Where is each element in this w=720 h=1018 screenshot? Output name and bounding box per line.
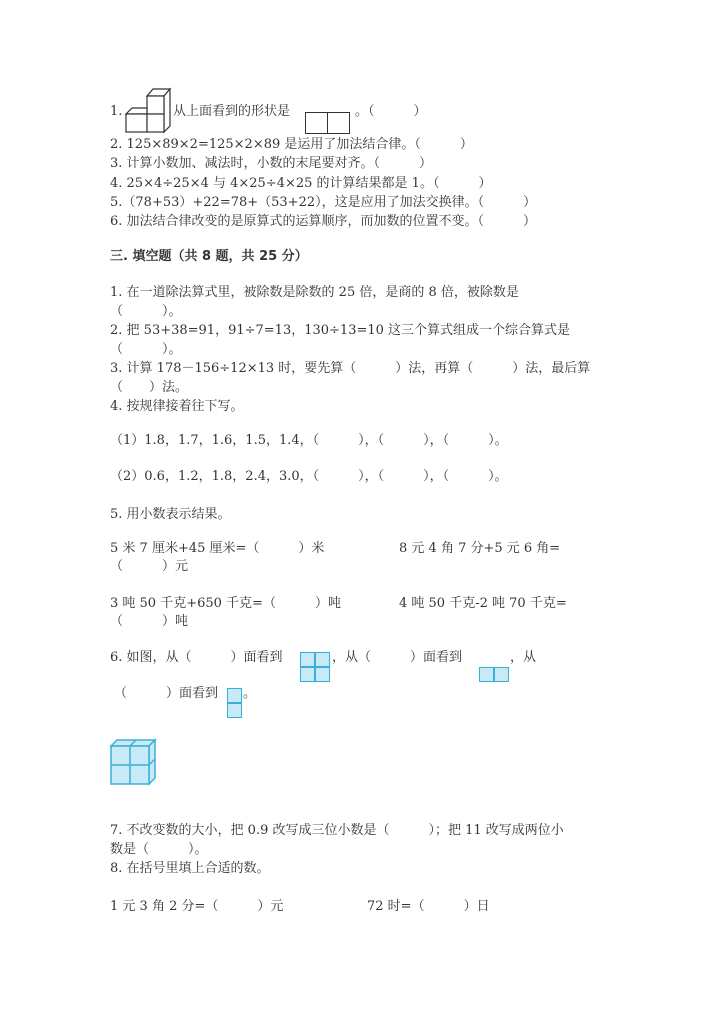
fill-q5-b-blank: （ ）元 [110, 559, 189, 574]
fill-q3: 3. 计算 178－156÷12×13 时，要先算（ ）法，再算（ ）法，最后算 [110, 361, 591, 376]
fill-q1: 1. 在一道除法算式里，被除数是除数的 25 倍，是商的 8 倍，被除数是 [110, 285, 519, 300]
judge-q1-text: 从上面看到的形状是 [173, 104, 291, 119]
fill-q5-b: 8 元 4 角 7 分+5 元 6 角= [399, 541, 561, 556]
fill-q8: 8. 在括号里填上合适的数。 [110, 861, 270, 876]
judge-q2: 2. 125×89×2=125×2×89 是运用了加法结合律。（ ） [110, 137, 473, 152]
fill-q6-b: ，从（ ）面看到 [332, 650, 463, 665]
fill-q7-cont: 数是（ ）。 [110, 842, 208, 857]
cube-block-figure [109, 738, 157, 786]
fill-q5-d-blank: （ ）吨 [110, 614, 189, 629]
fill-q5-d: 4 吨 50 千克-2 吨 70 千克= [399, 596, 567, 611]
judge-q4: 4. 25×4÷25×4 与 4×25÷4×25 的计算结果都是 1。（ ） [110, 176, 492, 191]
judge-q1-number: 1. [110, 104, 123, 119]
fill-q6-e: 。 [243, 686, 257, 701]
judge-q6: 6. 加法结合律改变的是原算式的运算顺序，而加数的位置不变。（ ） [110, 214, 537, 229]
fill-q3-blank: （ ）法。 [110, 380, 189, 395]
fill-q7: 7. 不改变数的大小，把 0.9 改写成三位小数是（ ）；把 11 改写成两位小 [110, 823, 564, 838]
fill-q6-a: 6. 如图，从（ ）面看到 [110, 650, 283, 665]
fill-q6-c: ，从 [510, 650, 537, 665]
judge-q3: 3. 计算小数加、减法时，小数的末尾要对齐。（ ） [110, 156, 433, 171]
fill-q6-d: （ ）面看到 [114, 686, 219, 701]
fill-q5: 5. 用小数表示结果。 [110, 507, 231, 522]
fill-q4: 4. 按规律接着往下写。 [110, 399, 244, 414]
judge-q1-answer: 。（ ） [355, 104, 427, 119]
fill-q8-a: 1 元 3 角 2 分=（ ）元 [110, 899, 284, 914]
fill-q8-b: 72 时=（ ）日 [367, 899, 490, 914]
fill-q5-c: 3 吨 50 千克+650 千克=（ ）吨 [110, 596, 341, 611]
fill-q1-blank: （ ）。 [110, 304, 182, 319]
fill-q2: 2. 把 53+38=91，91÷7=13，130÷13=10 这三个算式组成一个综合算式是 [110, 323, 571, 338]
fill-q4-seq2: （2）0.6，1.2，1.8，2.4，3.0，（ ），（ ），（ ）。 [110, 469, 508, 484]
fill-q5-a: 5 米 7 厘米+45 厘米=（ ）米 [110, 541, 325, 556]
fill-q2-blank: （ ）。 [110, 342, 182, 357]
judge-q5: 5.（78+53）+22=78+（53+22），这是应用了加法交换律。（ ） [110, 195, 537, 210]
cube-stack-figure [124, 86, 174, 134]
fill-q4-seq1: （1）1.8，1.7，1.6，1.5，1.4，（ ），（ ），（ ）。 [110, 433, 508, 448]
section-title: 三. 填空题（共 8 题，共 25 分） [110, 249, 308, 264]
